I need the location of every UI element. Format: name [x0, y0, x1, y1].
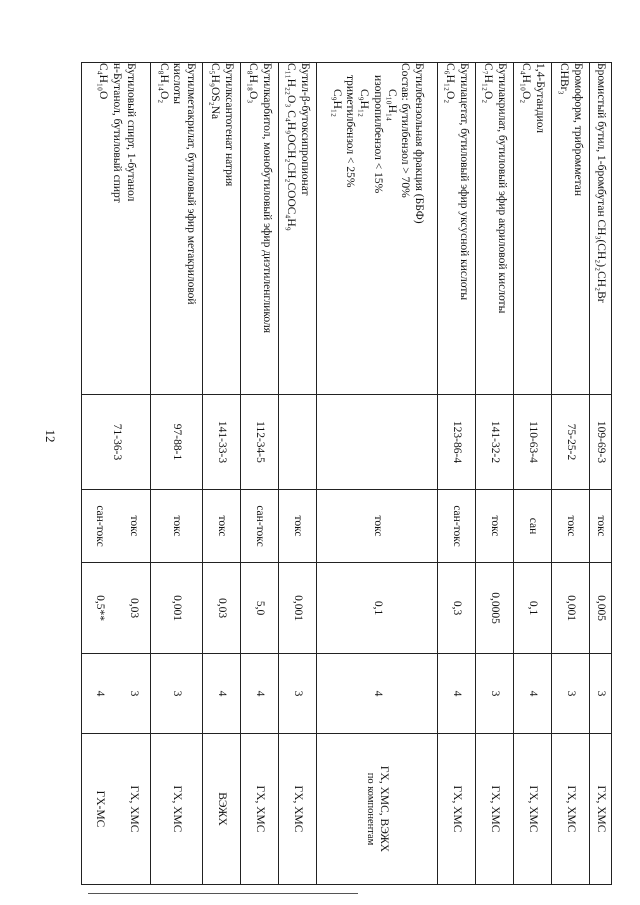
mac-value-cell: [203, 563, 241, 654]
table-row: [317, 63, 438, 885]
substance-name-cell: [514, 63, 552, 395]
hazard-indicator-value: токс: [127, 515, 140, 537]
hazard-indicator-value: токс: [371, 515, 384, 537]
hazard-indicator-value: токс: [292, 515, 305, 537]
substance-name-line: Бутилкарбитол, монобутиловый эфир диэтиленгликоля: [261, 63, 274, 334]
hazard-class-value: 4: [371, 690, 384, 697]
hazard-indicator-value: сан-токс: [451, 505, 464, 547]
mac-value-value: 0,5**: [93, 595, 106, 621]
analysis-method-value: ГХ, ХМС: [171, 785, 184, 833]
hazard-class-value: 3: [565, 690, 578, 697]
hazard-class-value: 3: [127, 690, 140, 697]
analysis-method-cell: [203, 734, 241, 885]
analysis-method-value: ГХ, ХМС: [527, 785, 540, 833]
substance-name-line: C₉H₁₂: [330, 89, 343, 118]
hazard-indicator-cell: [476, 490, 514, 563]
substance-name-cell: [203, 63, 241, 395]
substance-name-line: C₄H₁₀O₂: [520, 63, 533, 104]
mac-value-cell: [590, 563, 612, 654]
substance-name-line: Бутиловый спирт, 1-бутанол: [124, 63, 137, 202]
hazard-class-value: 3: [595, 690, 608, 697]
substance-name-cell: [590, 63, 612, 395]
analysis-method-value: ГХ, ХМС: [254, 785, 267, 833]
mac-value-value: 0,03: [127, 597, 140, 619]
substance-name-line: Бутилацетат, бутиловый эфир уксусной кислоты: [458, 63, 471, 301]
mac-value-value: 0,3: [451, 600, 464, 616]
hazard-class-cell: [514, 654, 552, 734]
mac-value-cell: [438, 563, 476, 654]
substance-name-line: C₄H₁₀O: [97, 63, 110, 100]
hazard-indicator-value: токс: [489, 515, 502, 537]
mac-value-value: 5,0: [254, 600, 267, 616]
mac-value-value: 0,1: [527, 600, 540, 616]
hazard-class-cell: [279, 654, 317, 734]
page-number: 12: [43, 429, 58, 443]
mac-value-cell: [514, 563, 552, 654]
cas-number-value: 75-25-2: [565, 423, 578, 461]
table-row: [552, 63, 590, 885]
analysis-method-cell: [476, 734, 514, 885]
table-row: [82, 63, 151, 885]
cas-number-cell: [514, 395, 552, 490]
mac-value-value: 0,005: [595, 595, 608, 621]
substance-name-cell: [552, 63, 590, 395]
mac-value-value: 0,001: [171, 595, 184, 621]
hazard-class-cell: [438, 654, 476, 734]
cas-number-value: 123-86-4: [451, 420, 464, 464]
hazard-class-value: 3: [171, 690, 184, 697]
table-body: [82, 63, 612, 885]
substance-name-line: Бутилакрилат, бутиловый эфир акриловой кислоты: [496, 63, 509, 314]
hazard-class-cell: [151, 654, 203, 734]
analysis-method-value: ГХ, ХМС: [127, 785, 140, 833]
cas-number-cell: [552, 395, 590, 490]
hazard-class-cell: [317, 654, 438, 734]
substance-name-line: н-Бутанол, бутиловый спирт: [110, 63, 123, 203]
substance-name-line: Бромистый бутил, 1-бромбутан CH₃(CH₂)₂CH₂Br: [595, 63, 608, 303]
mac-value-cell: [151, 563, 203, 654]
mac-value-cell: [241, 563, 279, 654]
substance-name-line: изопропилбензол < 15%: [371, 75, 384, 194]
substance-name-line: Бутил-β-бутоксипропионат: [299, 63, 312, 196]
mac-value-cell: [552, 563, 590, 654]
cas-number-cell: [151, 395, 203, 490]
mac-value-cell: [317, 563, 438, 654]
hazard-class-value: 4: [527, 690, 540, 697]
cas-number-cell: [203, 395, 241, 490]
analysis-method-cell: [241, 734, 279, 885]
mac-value-value: 0,03: [216, 597, 229, 619]
substance-name-line: Бутилметакрилат, бутиловый эфир метакриловой: [185, 63, 198, 305]
cas-number-value: 71-36-3: [110, 423, 123, 461]
substance-name-line: CHBr₃: [558, 63, 571, 95]
analysis-method-cell: [82, 734, 151, 885]
hazard-indicator-value: сан: [527, 517, 540, 535]
hazard-indicator-value: токс: [595, 515, 608, 537]
hazard-class-cell: [241, 654, 279, 734]
hazard-indicator-cell: [590, 490, 612, 563]
hazard-indicator-value: токс: [565, 515, 578, 537]
mac-value-value: 0,001: [565, 595, 578, 621]
analysis-method-value: ГХ, ХМС: [292, 785, 305, 833]
cas-number-cell: [590, 395, 612, 490]
substance-name-cell: [476, 63, 514, 395]
hazard-class-value: 4: [216, 690, 229, 697]
analysis-method-value: ГХ, ХМС: [489, 785, 502, 833]
hazard-indicator-cell: [317, 490, 438, 563]
substance-name-line: триметилбензол < 25%: [344, 75, 357, 188]
mac-value-cell: [82, 563, 151, 654]
analysis-method-cell: [552, 734, 590, 885]
cas-number-cell: [317, 395, 438, 490]
analysis-method-value: ГХ, ХМС: [565, 785, 578, 833]
table-row: [151, 63, 203, 885]
hazard-class-cell: [552, 654, 590, 734]
substance-name-cell: [82, 63, 151, 395]
mac-value-cell: [476, 563, 514, 654]
analysis-method-cell: [317, 734, 438, 885]
cas-number-cell: [476, 395, 514, 490]
table-row: [438, 63, 476, 885]
hazard-indicator-value: сан-токс: [93, 505, 106, 547]
substance-name-line: Бромоформ, трибромметан: [572, 63, 585, 197]
analysis-method-value: ГХ, ХМС, ВЭЖХ: [378, 765, 391, 853]
substance-name-cell: [317, 63, 438, 395]
substance-name-line: кислоты: [171, 63, 184, 104]
hazard-class-value: 3: [489, 690, 502, 697]
hazard-indicator-cell: [203, 490, 241, 563]
mac-value-value: 0,1: [371, 600, 384, 616]
analysis-method-cell: [279, 734, 317, 885]
hazard-indicator-cell: [438, 490, 476, 563]
substance-name-cell: [151, 63, 203, 395]
substance-name-line: Бутилксантогенат натрия: [223, 63, 236, 187]
substance-name-line: C₁₁H₂₂O₃ C₄H₉OCH₂CH₂COOC₄H₉: [285, 63, 298, 231]
cas-number-cell: [438, 395, 476, 490]
table-row: [590, 63, 612, 885]
substance-name-line: C₁₀H₁₄: [385, 89, 398, 122]
mac-value-cell: [279, 563, 317, 654]
cas-number-cell: [82, 395, 151, 490]
hazard-class-cell: [82, 654, 151, 734]
analysis-method-cell: [514, 734, 552, 885]
hazard-indicator-cell: [82, 490, 151, 563]
hazard-class-value: 4: [93, 690, 106, 697]
hazard-indicator-value: токс: [216, 515, 229, 537]
hazard-class-value: 4: [254, 690, 267, 697]
footer-rule: [88, 893, 358, 894]
hazard-indicator-value: сан-токс: [254, 505, 267, 547]
substance-name-line: C₆H₁₂O₂: [444, 63, 457, 104]
mac-value-value: 0,0005: [489, 592, 502, 624]
table-row: [241, 63, 279, 885]
hazard-indicator-cell: [279, 490, 317, 563]
substance-name-cell: [438, 63, 476, 395]
hazard-class-value: 4: [451, 690, 464, 697]
analysis-method-note: по компонентам: [365, 772, 377, 846]
table-row: [476, 63, 514, 885]
hazard-class-cell: [476, 654, 514, 734]
hazard-indicator-cell: [151, 490, 203, 563]
cas-number-value: 97-88-1: [171, 423, 184, 461]
substance-name-line: Состав: бутилбензол > 70%: [399, 63, 412, 198]
hazard-indicator-cell: [241, 490, 279, 563]
table-row: [514, 63, 552, 885]
substance-name-line: C₉H₁₂: [358, 89, 371, 118]
substance-name-line: Бутилбензольная фракция (ББФ): [413, 63, 426, 224]
substances-table: [81, 62, 612, 885]
hazard-class-value: 3: [292, 690, 305, 697]
analysis-method-value: ГХ, ХМС: [451, 785, 464, 833]
analysis-method-cell: [438, 734, 476, 885]
analysis-method-value: ГХ, ХМС: [595, 785, 608, 833]
analysis-method-value: ВЭЖХ: [216, 792, 229, 826]
cas-number-value: 112-34-5: [254, 421, 267, 463]
hazard-class-cell: [203, 654, 241, 734]
substance-name-cell: [279, 63, 317, 395]
hazard-indicator-cell: [514, 490, 552, 563]
analysis-method-cell: [151, 734, 203, 885]
cas-number-value: 141-32-2: [489, 420, 502, 464]
cas-number-value: 110-63-4: [527, 421, 540, 463]
substance-name-line: C₈H₁₈O₃: [247, 63, 260, 104]
cas-number-cell: [241, 395, 279, 490]
substance-name-line: 1,4-Бутандиол: [534, 63, 547, 134]
hazard-indicator-cell: [552, 490, 590, 563]
cas-number-value: 141-33-3: [216, 420, 229, 464]
substance-name-line: C₅H₉OS₂Na: [209, 63, 222, 120]
table-row: [203, 63, 241, 885]
mac-value-value: 0,001: [292, 595, 305, 621]
hazard-class-cell: [590, 654, 612, 734]
cas-number-cell: [279, 395, 317, 490]
analysis-method-value: ГХ-МС: [93, 790, 106, 828]
rotated-table-container: [82, 62, 612, 884]
table-row: [279, 63, 317, 885]
substance-name-line: C₇H₁₂O₂: [482, 63, 495, 104]
cas-number-value: 109-69-3: [595, 420, 608, 464]
analysis-method-cell: [590, 734, 612, 885]
substance-name-cell: [241, 63, 279, 395]
hazard-indicator-value: токс: [171, 515, 184, 537]
substance-name-line: C₈H₁₄O₂: [157, 63, 170, 104]
